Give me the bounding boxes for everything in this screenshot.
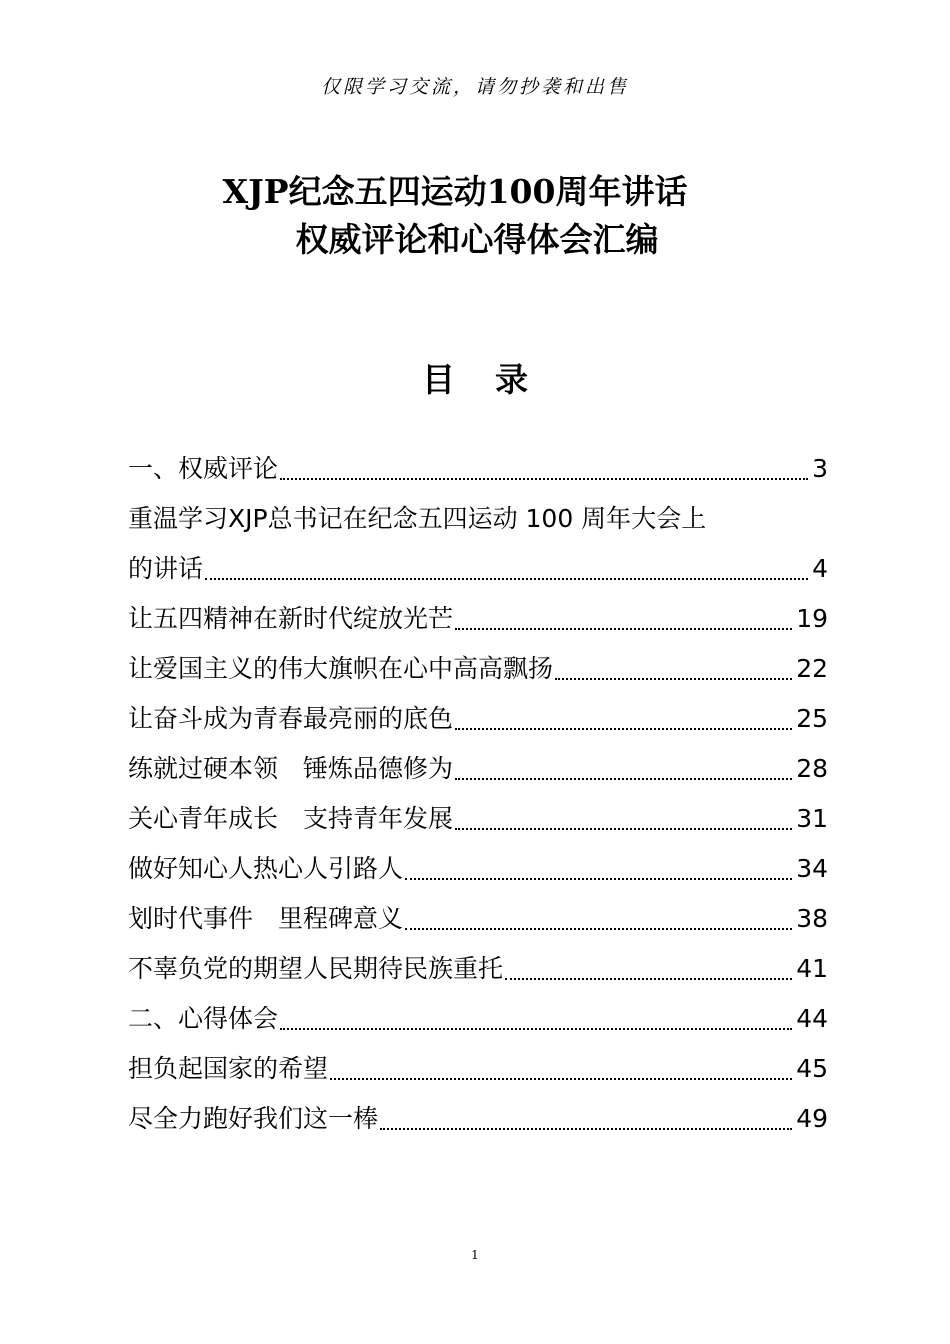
toc-entry[interactable] [128,644,828,694]
toc-entry-text: 练就过硬本领 锤炼品德修为 [128,754,454,783]
toc-entry[interactable] [128,744,828,794]
toc-entry-wrapped-line[interactable] [128,494,828,544]
toc-entry-text: 尽全力跑好我们这一棒 [128,1104,379,1133]
page-number: 1 [471,1248,479,1262]
toc-entry[interactable] [128,444,828,494]
toc-leader-dots [405,877,792,880]
toc-entry[interactable] [128,594,828,644]
toc-entry-text: 二、心得体会 [128,1004,279,1033]
toc-entry-page: 44 [796,1004,828,1033]
toc-entry-page: 19 [796,604,828,633]
toc-leader-dots [330,1077,792,1080]
toc-entry[interactable] [128,794,828,844]
toc-leader-dots [405,927,792,930]
table-of-contents [128,444,828,1144]
toc-entry[interactable] [128,1044,828,1094]
toc-entry-text: 关心青年成长 支持青年发展 [128,804,454,833]
toc-entry-text: 一、权威评论 [128,454,279,483]
toc-entry[interactable] [128,544,828,594]
toc-leader-dots [505,977,792,980]
toc-entry-page: 45 [796,1054,828,1083]
toc-entry[interactable] [128,694,828,744]
toc-leader-dots [455,777,792,780]
toc-leader-dots [280,1027,792,1030]
toc-entry-text: 不辜负党的期望人民期待民族重托 [128,954,504,983]
toc-heading: 目录 [422,360,568,399]
toc-leader-dots [455,727,792,730]
toc-entry-text: 让奋斗成为青春最亮丽的底色 [128,704,454,733]
toc-entry-page: 3 [812,454,828,483]
toc-entry-page: 28 [796,754,828,783]
toc-entry-page: 38 [796,904,828,933]
toc-leader-dots [555,677,792,680]
toc-entry[interactable] [128,844,828,894]
toc-entry-page: 4 [812,554,828,583]
toc-entry-page: 49 [796,1104,828,1133]
toc-entry[interactable] [128,1094,828,1144]
document-title-line1: XJP纪念五四运动100周年讲话 [222,172,688,211]
toc-entry-text: 让爱国主义的伟大旗帜在心中高高飘扬 [128,654,554,683]
document-title-line2: 权威评论和心得体会汇编 [295,220,659,259]
toc-entry-text: 让五四精神在新时代绽放光芒 [128,604,454,633]
toc-entry-page: 22 [796,654,828,683]
toc-entry[interactable] [128,994,828,1044]
header-notice: 仅限学习交流，请勿抄袭和出售 [320,76,629,98]
toc-entry-text: 划时代事件 里程碑意义 [128,904,404,933]
toc-leader-dots [205,577,808,580]
toc-entry[interactable] [128,894,828,944]
toc-entry[interactable] [128,944,828,994]
toc-leader-dots [280,477,808,480]
toc-leader-dots [380,1127,792,1130]
toc-entry-page: 31 [796,804,828,833]
toc-entry-text: 做好知心人热心人引路人 [128,854,404,883]
toc-leader-dots [455,827,792,830]
toc-entry-page: 41 [796,954,828,983]
toc-entry-text: 重温学习XJP总书记在纪念五四运动 100 周年大会上 [128,504,707,533]
toc-entry-text: 担负起国家的希望 [128,1054,329,1083]
toc-entry-page: 34 [796,854,828,883]
toc-leader-dots [455,627,792,630]
toc-entry-text: 的讲话 [128,554,204,583]
toc-entry-page: 25 [796,704,828,733]
